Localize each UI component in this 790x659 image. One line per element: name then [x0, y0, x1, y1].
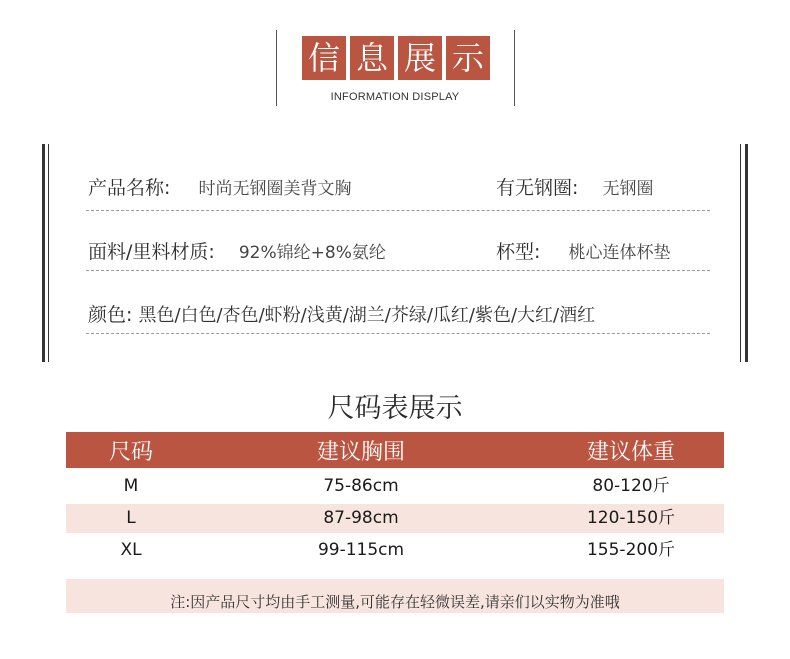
table-row — [66, 536, 724, 565]
wire-value: 无钢圈 — [602, 179, 654, 199]
size-table-title: 尺码表展示 — [327, 393, 463, 424]
info-left-bar — [42, 144, 45, 362]
product-name-row — [88, 173, 351, 200]
info-right-thin-bar — [740, 144, 741, 362]
cell-bust: 75-86cm — [323, 476, 399, 496]
color-row — [88, 300, 595, 327]
cell-size: L — [126, 508, 136, 528]
color-label: 颜色: — [88, 304, 133, 326]
material-label: 面料/里料材质: — [88, 241, 215, 263]
measurement-note: 注:因产品尺寸均由手工测量,可能存在轻微误差,请亲们以实物为准哦 — [66, 579, 724, 613]
divider — [86, 333, 710, 334]
header-weight: 建议体重 — [586, 440, 675, 465]
title-char: 示 — [446, 36, 490, 80]
cell-weight: 155-200斤 — [586, 540, 676, 560]
cup-row — [496, 237, 670, 264]
title-char: 信 — [302, 36, 346, 80]
section-title — [302, 36, 490, 80]
divider — [86, 210, 710, 211]
size-table-header — [66, 432, 724, 468]
info-right-bar — [745, 144, 748, 362]
cell-bust: 87-98cm — [323, 508, 399, 528]
product-name-label: 产品名称: — [88, 177, 171, 199]
table-row — [66, 504, 724, 533]
divider — [86, 270, 710, 271]
cell-weight: 80-120斤 — [592, 476, 670, 496]
header-size: 尺码 — [108, 440, 153, 465]
cell-weight: 120-150斤 — [586, 508, 676, 528]
cell-bust: 99-115cm — [317, 540, 405, 560]
product-name-value: 时尚无钢圈美背文胸 — [198, 179, 352, 199]
title-char: 展 — [398, 36, 442, 80]
material-value: 92%锦纶+8%氨纶 — [238, 243, 386, 263]
title-char: 息 — [350, 36, 394, 80]
color-value: 黑色/白色/杏色/虾粉/浅黄/湖兰/芥绿/瓜红/紫色/大红/酒红 — [138, 305, 596, 326]
cup-label: 杯型: — [496, 241, 541, 263]
material-row — [88, 237, 386, 264]
cup-value: 桃心连体杯垫 — [568, 243, 671, 263]
cell-size: M — [123, 476, 139, 496]
table-row — [66, 472, 724, 501]
section-subtitle: INFORMATION DISPLAY — [330, 91, 460, 103]
info-left-thin-bar — [48, 144, 49, 362]
wire-row — [496, 173, 653, 200]
wire-label: 有无钢圈: — [496, 177, 579, 199]
header-bust: 建议胸围 — [316, 440, 405, 465]
cell-size: XL — [120, 540, 142, 560]
